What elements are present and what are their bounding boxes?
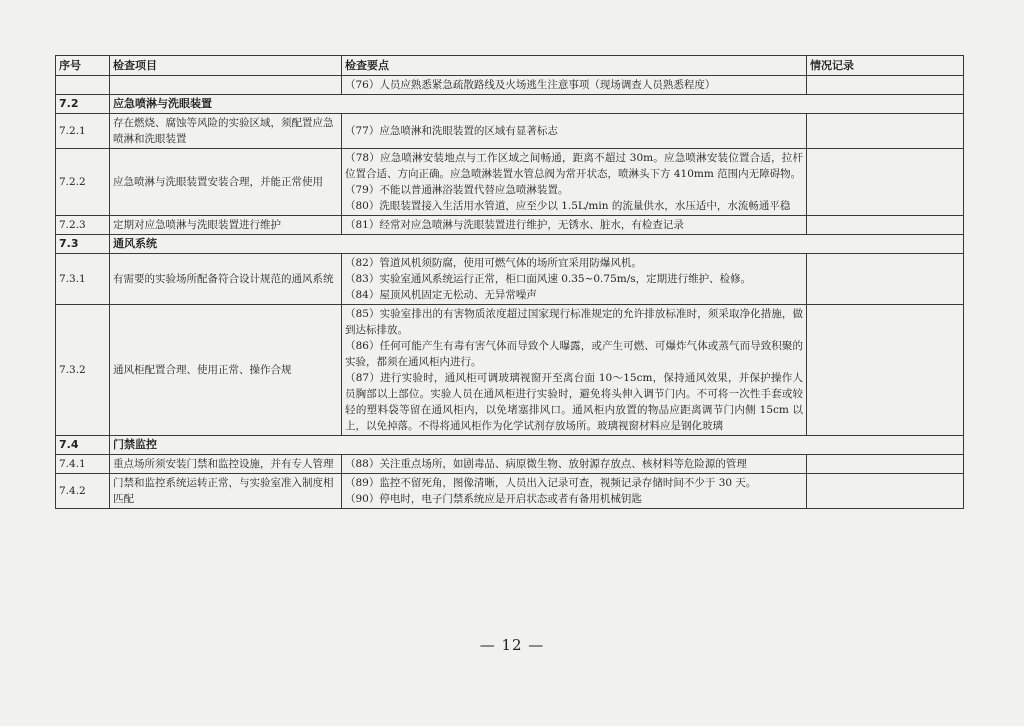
content-line: （80）洗眼装置接入生活用水管道，应至少以 1.5L/min 的流量供水，水压适中，水流畅通平稳	[345, 200, 791, 212]
row-item: 通风柜配置合理、使用正常、操作合规	[110, 305, 342, 436]
content-line: （82）管道风机须防腐，使用可燃气体的场所宜采用防爆风机。	[345, 257, 642, 269]
content-line: （79）不能以普通淋浴装置代替应急喷淋装置。	[345, 184, 569, 196]
row-item: 存在燃烧、腐蚀等风险的实验区域，须配置应急喷淋和洗眼装置	[110, 114, 342, 149]
row-num: 7.3.1	[56, 254, 110, 305]
content-line: （84）屋顶风机固定无松动、无异常噪声	[345, 289, 537, 301]
section-row-7-4	[56, 436, 964, 455]
content-line: （78）应急喷淋安装地点与工作区域之间畅通，距离不超过 30m。应急喷淋安装位置合适，拉杆位置合适、方向正确。应急喷淋装置水管总阀为常开状态，喷淋头下方 410mm 范围内无障碍物。	[345, 152, 803, 180]
content-line: （85）实验室排出的有害物质浓度超过国家现行标准规定的允许排放标准时，须采取净化措施，做到达标排放。	[345, 308, 803, 336]
section-row-7-3	[56, 235, 964, 254]
row-item: 定期对应急喷淋与洗眼装置进行维护	[110, 216, 342, 235]
table-header-row	[56, 56, 964, 76]
row-item: 重点场所须安装门禁和监控设施，并有专人管理	[110, 455, 342, 474]
section-title: 通风系统	[110, 235, 964, 254]
table-row	[56, 149, 964, 216]
row-num: 7.4.2	[56, 474, 110, 509]
row-item: 门禁和监控系统运转正常，与实验室准入制度相匹配	[110, 474, 342, 509]
header-item: 检查项目	[110, 56, 342, 76]
row-item: 有需要的实验场所配备符合设计规范的通风系统	[110, 254, 342, 305]
table-row	[56, 114, 964, 149]
section-num: 7.4	[56, 436, 110, 455]
table-row	[56, 474, 964, 509]
content-line: （89）监控不留死角，图像清晰，人员出入记录可查，视频记录存储时间不少于 30 天。	[345, 477, 757, 489]
row-record	[807, 455, 964, 474]
row-num: 7.3.2	[56, 305, 110, 436]
row-content	[342, 254, 807, 305]
content-line: （86）任何可能产生有毒有害气体而导致个人曝露，或产生可燃、可爆炸气体或蒸气而导致积聚的实验，都须在通风柜内进行。	[345, 340, 803, 368]
table-row	[56, 305, 964, 436]
section-num: 7.3	[56, 235, 110, 254]
row-content: （81）经常对应急喷淋与洗眼装置进行维护，无锈水、脏水，有检查记录	[342, 216, 807, 235]
row-num: 7.4.1	[56, 455, 110, 474]
row-content: （77）应急喷淋和洗眼装置的区域有显著标志	[342, 114, 807, 149]
row-record	[807, 114, 964, 149]
row-item: 应急喷淋与洗眼装置安装合理，并能正常使用	[110, 149, 342, 216]
row-content	[342, 305, 807, 436]
row-record	[807, 149, 964, 216]
table-row	[56, 254, 964, 305]
inspection-table	[55, 55, 964, 509]
row-num: 7.2.3	[56, 216, 110, 235]
header-record: 情况记录	[807, 56, 964, 76]
section-title: 应急喷淋与洗眼装置	[110, 95, 964, 114]
row-content: （76）人员应熟悉紧急疏散路线及火场逃生注意事项（现场调查人员熟悉程度）	[342, 76, 807, 95]
row-record	[807, 254, 964, 305]
row-num: 7.2.1	[56, 114, 110, 149]
row-record	[807, 216, 964, 235]
row-num: 7.2.2	[56, 149, 110, 216]
row-content: （88）关注重点场所，如剧毒品、病原微生物、放射源存放点、核材料等危险源的管理	[342, 455, 807, 474]
row-record	[807, 474, 964, 509]
content-line: （90）停电时，电子门禁系统应是开启状态或者有备用机械钥匙	[345, 493, 642, 505]
content-line: （87）进行实验时，通风柜可调玻璃视窗开至离台面 10～15cm，保持通风效果，并保护操作人员胸部以上部位。实验人员在通风柜进行实验时，避免将头伸入调节门内。不可将一次性手套或较轻的塑料袋等留在通风柜内，以免堵塞排风口。通风柜内放置的物品应距离调节门内侧 15cm 以上，以免掉落。不得将通风柜作为化学试剂存放场所。玻璃视窗材料应是钢化玻璃	[345, 372, 803, 432]
row-record	[807, 305, 964, 436]
table-row	[56, 216, 964, 235]
section-title: 门禁监控	[110, 436, 964, 455]
section-row-7-2	[56, 95, 964, 114]
row-item	[110, 76, 342, 95]
section-num: 7.2	[56, 95, 110, 114]
table-row	[56, 455, 964, 474]
row-num	[56, 76, 110, 95]
table-row	[56, 76, 964, 95]
row-content	[342, 474, 807, 509]
page-number: — 12 —	[479, 636, 545, 654]
content-line: （83）实验室通风系统运行正常，柜口面风速 0.35~0.75m/s，定期进行维护、检修。	[345, 273, 752, 285]
header-serial: 序号	[56, 56, 110, 76]
row-content	[342, 149, 807, 216]
row-record	[807, 76, 964, 95]
header-points: 检查要点	[342, 56, 807, 76]
